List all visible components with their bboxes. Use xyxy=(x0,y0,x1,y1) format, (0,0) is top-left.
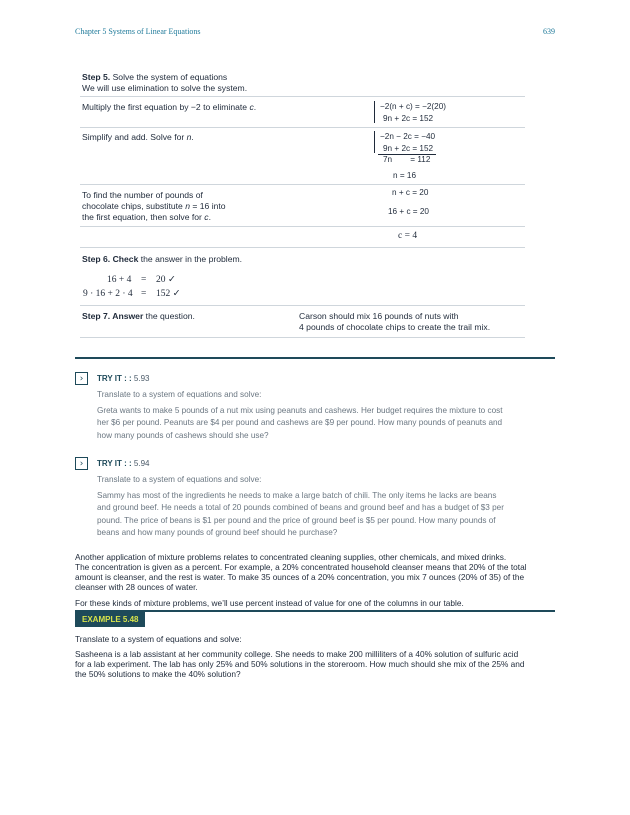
try-it-problem-line: beans and how many pounds of ground beef should he purchase? xyxy=(97,528,338,537)
system-brace xyxy=(374,101,379,123)
try-it-number: 5.93 xyxy=(131,374,150,383)
body-paragraph: For these kinds of mixture problems, we’ll use percent instead of value for one of the columns in our table. xyxy=(75,598,464,608)
step5-label: Step 5. xyxy=(82,72,111,82)
row3-line3-c: . xyxy=(208,212,211,222)
try-it-problem-line: how many pounds of cashews should she use? xyxy=(97,431,269,440)
step7-answer-line2: 4 pounds of chocolate chips to create the trail mix. xyxy=(299,322,491,332)
try-it-label: TRY IT : : xyxy=(97,374,132,383)
try-it-problem-line: and ground beef. He needs a total of 20 pounds combined of beans and ground beef and has a budget of $3 per xyxy=(97,503,504,512)
row3-text-line1: To find the number of pounds of xyxy=(82,190,203,200)
step6-heading xyxy=(82,254,242,265)
row3-eq3: c = 4 xyxy=(398,231,418,241)
try-it-problem-line: Greta wants to make 5 pounds of a nut mix using peanuts and cashews. Her budget requires the mixture to cost xyxy=(97,406,503,415)
system-brace xyxy=(374,131,379,153)
step5-subtitle: We will use elimination to solve the system. xyxy=(82,83,248,93)
body-paragraph-line: The concentration is given as a percent. For example, a 20% concentrated household cleanser means that 20% of the total xyxy=(75,562,527,572)
step5-row2-text xyxy=(82,132,194,143)
table-rule xyxy=(80,247,525,248)
row3-line2-a: chocolate chips, substitute xyxy=(82,201,186,211)
row1-eq2: 9n + 2c = 152 xyxy=(383,114,434,123)
step6-rest: the answer in the problem. xyxy=(138,254,243,264)
table-rule xyxy=(80,184,525,185)
step7-label: Step 7. Answer xyxy=(82,311,144,321)
check2-eq: = xyxy=(141,289,147,299)
row2-text-a: Simplify and add. Solve for xyxy=(82,132,187,142)
row3-text-line3 xyxy=(82,212,211,223)
try-it-number: 5.94 xyxy=(131,459,150,468)
example-instruction: Translate to a system of equations and solve: xyxy=(75,634,242,644)
try-it-heading xyxy=(97,459,149,468)
check2-lhs: 9 · 16 + 2 · 4 xyxy=(83,289,133,299)
section-divider xyxy=(75,357,555,359)
step5-heading xyxy=(82,72,227,83)
row3-eq2: 16 + c = 20 xyxy=(388,207,429,216)
row3-line3-var: c xyxy=(204,212,209,222)
body-paragraph-line: amount is cleanser, and the rest is water. To make 35 ounces of a 20% concentration, you mix 7 ounces (20% of 35) of the xyxy=(75,572,525,582)
row2-eq2: 9n + 2c = 152 xyxy=(383,144,434,153)
row1-text-var: c xyxy=(249,102,254,112)
body-paragraph-line: cleanser with 28 ounces of water. xyxy=(75,582,198,592)
check1-lhs: 16 + 4 xyxy=(107,275,132,285)
try-it-problem-line: pound. The price of beans is $1 per pound and the price of ground beef is $5 per pound. How many pounds of xyxy=(97,516,496,525)
row2-text-b: . xyxy=(191,132,194,142)
row3-eq1: n + c = 20 xyxy=(392,188,429,197)
try-it-instruction: Translate to a system of equations and solve: xyxy=(97,390,262,399)
table-rule xyxy=(80,226,525,227)
running-header-chapter: Chapter 5 Systems of Linear Equations xyxy=(75,27,201,36)
step7-heading xyxy=(82,311,195,322)
row1-text-a: Multiply the first equation by −2 to eliminate xyxy=(82,102,250,112)
try-it-chevron-icon[interactable]: › xyxy=(75,372,88,385)
check1-eq: = xyxy=(141,275,147,285)
row3-line2-c: = 16 into xyxy=(189,201,226,211)
step7-rest: the question. xyxy=(143,311,195,321)
try-it-problem-line: Sammy has most of the ingredients he needs to make a large batch of chili. The only items he lacks are beans xyxy=(97,491,497,500)
example-problem-line: for a lab experiment. The lab has only 25% and 50% solutions in the storeroom. How much should she mix of the 25% and xyxy=(75,659,525,669)
row1-eq1: −2(n + c) = −2(20) xyxy=(380,102,446,111)
row1-text-b: . xyxy=(253,102,257,112)
row2-eq1: −2n − 2c = −40 xyxy=(380,132,436,141)
page-number: 639 xyxy=(543,27,555,36)
check2-rhs: 152 ✓ xyxy=(156,289,181,299)
table-rule xyxy=(80,305,525,306)
example-problem-line: the 50% solutions to make the 40% solution? xyxy=(75,669,241,679)
step7-answer-line1: Carson should mix 16 pounds of nuts with xyxy=(299,311,459,321)
example-badge: EXAMPLE 5.48 xyxy=(75,612,145,627)
row3-line3-a: the first equation, then solve for xyxy=(82,212,205,222)
row3-text-line2 xyxy=(82,201,226,212)
try-it-heading xyxy=(97,374,149,383)
body-paragraph-line: Another application of mixture problems relates to concentrated cleaning supplies, other chemicals, and mixed drinks. xyxy=(75,552,507,562)
table-rule xyxy=(80,337,525,338)
row2-eq4: n = 16 xyxy=(393,171,416,180)
try-it-label: TRY IT : : xyxy=(97,459,132,468)
example-problem-line: Sasheena is a lab assistant at her community college. She needs to make 200 milliliters of a 40% solution of sulfuric acid xyxy=(75,649,519,659)
row2-eq3: 7n = 112 xyxy=(383,155,431,164)
step5-title-rest: Solve the system of equations xyxy=(110,72,228,82)
check1-rhs: 20 ✓ xyxy=(156,275,176,285)
step6-label: Step 6. Check xyxy=(82,254,139,264)
table-rule xyxy=(80,96,525,97)
try-it-problem-line: her $6 per pound. Peanuts are $4 per pound and cashews are $9 per pound. How many pounds of peanuts and xyxy=(97,418,503,427)
row3-line2-var: n xyxy=(185,201,190,211)
step5-row1-text xyxy=(82,102,256,113)
try-it-instruction: Translate to a system of equations and solve: xyxy=(97,475,262,484)
row2-text-var: n xyxy=(186,132,192,142)
table-rule xyxy=(80,127,525,128)
example-rule xyxy=(75,610,555,612)
try-it-chevron-icon[interactable]: › xyxy=(75,457,88,470)
